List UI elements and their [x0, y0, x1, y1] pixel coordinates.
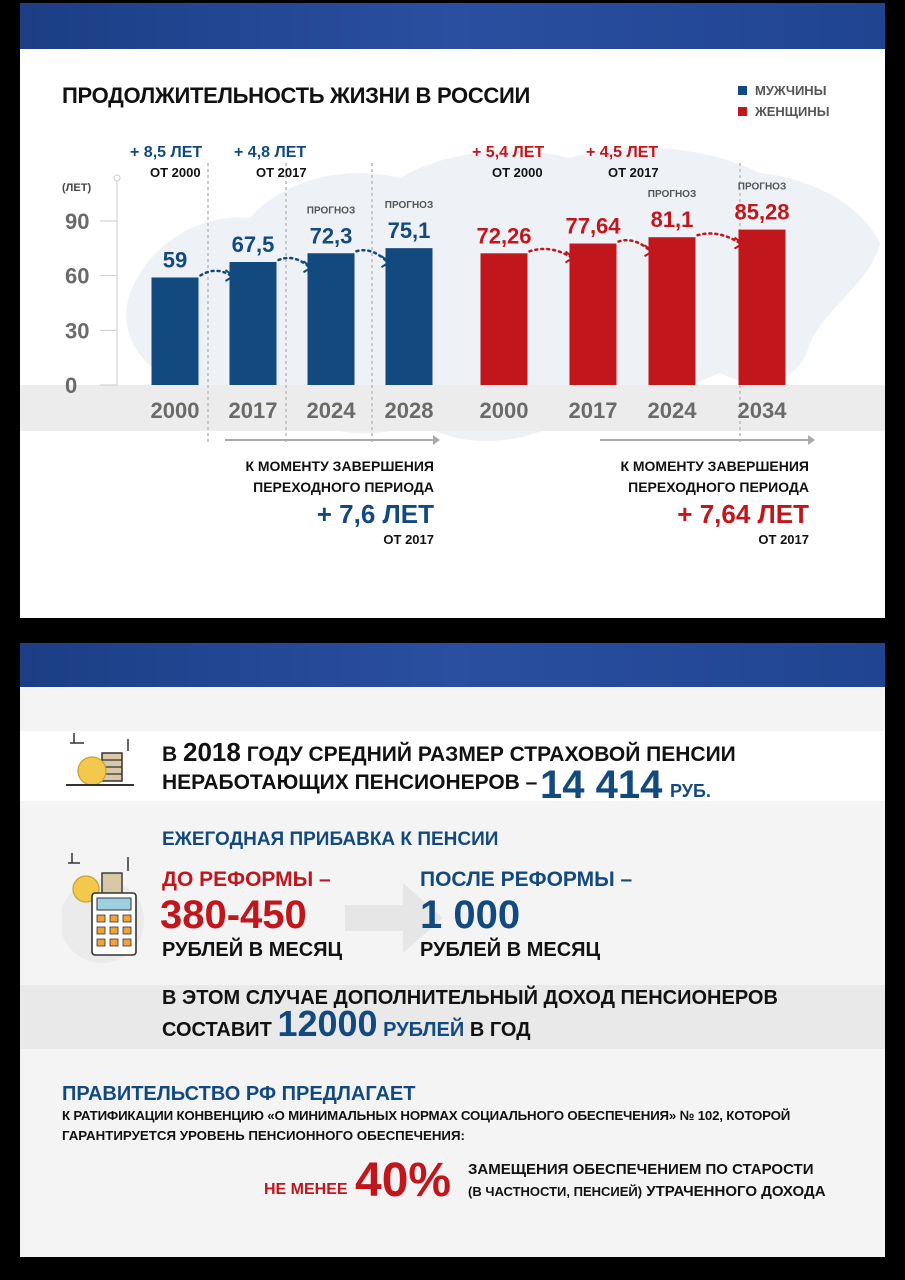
legend	[738, 83, 830, 119]
summary-men	[245, 455, 434, 549]
extra-rub: РУБЛЕЙ	[383, 1019, 465, 1041]
bar-men-2024	[308, 253, 355, 385]
women-note-1-delta: + 5,4 ЛЕТ	[472, 144, 545, 161]
after-value: 1 000	[420, 893, 521, 937]
replace-line2	[468, 1181, 826, 1203]
bar-women-2024	[649, 237, 696, 385]
replace-line2-b: УТРАЧЕННОГО ДОХОДА	[646, 1183, 826, 1200]
increase-title: ЕЖЕГОДНАЯ ПРИБАВКА К ПЕНСИИ	[162, 829, 499, 850]
forecast-label: ПРОГНОЗ	[737, 181, 787, 193]
extra-line2-b: В ГОД	[469, 1019, 531, 1041]
forecast-label: ПРОГНОЗ	[306, 205, 356, 217]
women-note-2-delta: + 4,5 ЛЕТ	[586, 144, 659, 161]
pension-amount: 14 414	[540, 763, 663, 807]
x-tick-label: 2000	[479, 398, 529, 423]
before-unit: РУБЛЕЙ В МЕСЯЦ	[162, 939, 343, 961]
bar-men-2017	[230, 262, 277, 385]
summary-women-value: + 7,64 ЛЕТ	[677, 499, 809, 529]
y-axis-cap	[114, 175, 120, 181]
summary-men-line2: ПЕРЕХОДНОГО ПЕРИОДА	[253, 479, 434, 495]
page-title: ПРОДОЛЖИТЕЛЬНОСТЬ ЖИЗНИ В РОССИИ	[62, 83, 531, 108]
period-arrow-head	[808, 435, 815, 445]
x-tick-label: 2017	[568, 398, 618, 423]
not-less-label: НЕ МЕНЕЕ	[264, 1181, 348, 1198]
pension-line2: НЕРАБОТАЮЩИХ ПЕНСИОНЕРОВ –	[162, 771, 538, 794]
header-band-bottom	[20, 643, 885, 687]
life-expectancy-panel	[20, 3, 885, 618]
bar-value-label: 75,1	[387, 218, 431, 244]
replace-text	[468, 1159, 826, 1203]
bar-value-label: 67,5	[231, 232, 275, 257]
men-note-2-delta: + 4,8 ЛЕТ	[234, 144, 307, 161]
summary-women-line2: ПЕРЕХОДНОГО ПЕРИОДА	[628, 479, 809, 495]
replace-line1: ЗАМЕЩЕНИЯ ОБЕСПЕЧЕНИЕМ ПО СТАРОСТИ	[468, 1161, 814, 1178]
pension-year: 2018	[183, 737, 241, 767]
forecast-label: ПРОГНОЗ	[647, 189, 697, 201]
bar-value-label: 81,1	[650, 207, 694, 233]
percent-value: 40%	[355, 1154, 452, 1207]
y-tick-label: 0	[65, 373, 78, 398]
bar-women-2017	[570, 244, 617, 385]
legend-item-men	[738, 83, 830, 98]
pension-currency: РУБ.	[670, 781, 711, 801]
summary-men-line1: К МОМЕНТУ ЗАВЕРШЕНИЯ	[245, 458, 434, 474]
y-axis-label: (ЛЕТ)	[62, 182, 92, 194]
gov-title: ПРАВИТЕЛЬСТВО РФ ПРЕДЛАГАЕТ	[62, 1083, 416, 1105]
pension-line1-b: ГОДУ СРЕДНИЙ РАЗМЕР СТРАХОВОЙ ПЕНСИИ	[246, 743, 736, 766]
bar-men-2028	[386, 248, 433, 385]
women-note-1-from: ОТ 2000	[492, 165, 543, 180]
replace-line2-a: (В ЧАСТНОСТИ, ПЕНСИЕЙ)	[468, 1184, 643, 1199]
y-tick-label: 30	[65, 318, 90, 344]
summary-women	[620, 455, 809, 549]
legend-label-women: ЖЕНЩИНЫ	[755, 104, 830, 119]
extra-line2-a: СОСТАВИТ	[162, 1019, 272, 1041]
x-tick-label: 2024	[647, 398, 697, 423]
before-value: 380-450	[160, 893, 307, 937]
period-arrow-head	[433, 435, 440, 445]
bar-value-label: 72,3	[309, 223, 353, 249]
x-tick-label: 2024	[306, 398, 356, 423]
men-note-2-from: ОТ 2017	[256, 165, 307, 180]
summary-men-from: ОТ 2017	[383, 532, 434, 547]
gov-line2: ГАРАНТИРУЕТСЯ УРОВЕНЬ ПЕНСИОННОГО ОБЕСПЕЧЕНИЯ:	[62, 1128, 465, 1143]
summary-men-value: + 7,6 ЛЕТ	[316, 499, 434, 529]
gov-line1: К РАТИФИКАЦИИ КОНВЕНЦИЮ «О МИНИМАЛЬНЫХ НОРМАХ СОЦИАЛЬНОГО ОБЕСПЕЧЕНИЯ» № 102, КОТОРОЙ	[62, 1108, 791, 1123]
legend-swatch-women	[738, 107, 747, 116]
bar-women-2000	[481, 253, 528, 385]
x-tick-label: 2028	[384, 398, 434, 423]
extra-line2	[162, 1003, 531, 1047]
coins-icon	[64, 719, 136, 789]
y-tick-label: 60	[65, 263, 90, 289]
extra-value: 12000	[277, 1003, 378, 1044]
summary-women-from: ОТ 2017	[758, 532, 809, 547]
trend-connector	[530, 249, 572, 258]
x-tick-label: 2000	[150, 398, 200, 423]
after-unit: РУБЛЕЙ В МЕСЯЦ	[420, 939, 601, 961]
after-label: ПОСЛЕ РЕФОРМЫ –	[420, 868, 633, 891]
bar-women-2034	[739, 230, 786, 385]
legend-swatch-men	[738, 86, 747, 95]
x-tick-label: 2034	[737, 398, 787, 423]
bar-men-2000	[152, 277, 199, 385]
before-label: ДО РЕФОРМЫ –	[162, 868, 331, 891]
pension-panel	[20, 643, 885, 1257]
extra-line1: В ЭТОМ СЛУЧАЕ ДОПОЛНИТЕЛЬНЫЙ ДОХОД ПЕНСИОНЕРОВ	[162, 987, 778, 1009]
y-tick-label: 90	[65, 209, 90, 234]
bar-value-label: 59	[162, 247, 188, 273]
men-note-1-delta: + 8,5 ЛЕТ	[130, 144, 203, 161]
bar-value-label: 85,28	[734, 199, 790, 225]
women-note-2-from: ОТ 2017	[608, 165, 659, 180]
summary-women-line1: К МОМЕНТУ ЗАВЕРШЕНИЯ	[620, 458, 809, 474]
bar-value-label: 77,64	[565, 213, 621, 239]
bar-value-label: 72,26	[476, 223, 532, 249]
trend-connector	[698, 234, 741, 244]
men-note-1-from: ОТ 2000	[150, 165, 201, 180]
legend-label-men: МУЖЧИНЫ	[755, 83, 827, 98]
legend-item-women	[738, 104, 830, 119]
x-tick-label: 2017	[228, 398, 278, 423]
forecast-label: ПРОГНОЗ	[384, 200, 434, 212]
pension-line1-a: В	[162, 743, 178, 766]
calculator-icon	[62, 843, 158, 963]
